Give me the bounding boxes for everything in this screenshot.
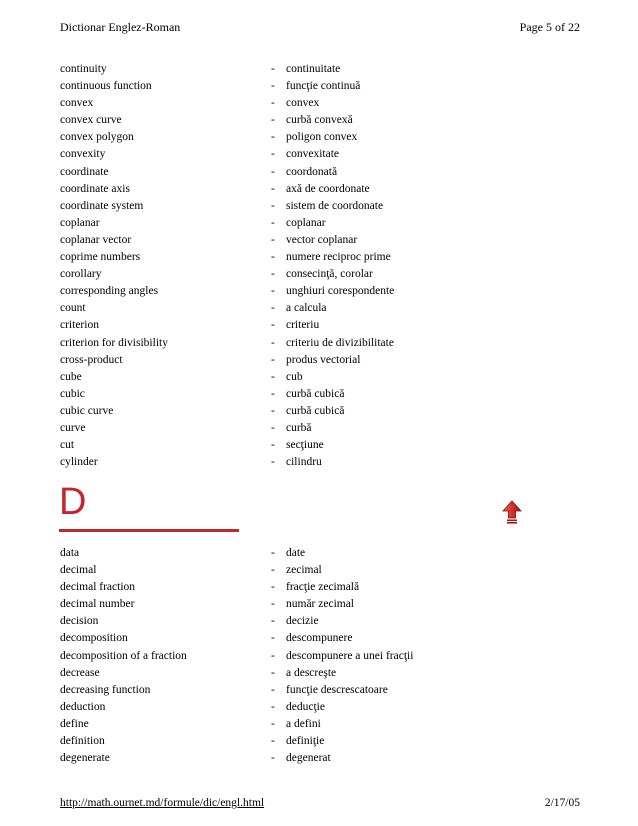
english-term: cubic — [60, 387, 85, 400]
separator-dash: - — [271, 370, 275, 383]
english-term: decrease — [60, 666, 100, 679]
separator-dash: - — [271, 581, 275, 594]
dictionary-entry — [60, 249, 580, 266]
separator-dash: - — [271, 439, 275, 452]
romanian-term: convexitate — [286, 148, 340, 161]
separator-dash: - — [271, 456, 275, 469]
romanian-term: coordonată — [286, 165, 338, 178]
romanian-term: funcţie descrescatoare — [286, 683, 388, 696]
romanian-term: convex — [286, 97, 320, 110]
separator-dash: - — [271, 615, 275, 628]
document-title: Dictionar Englez-Roman — [60, 20, 181, 34]
dictionary-entry — [60, 437, 580, 454]
dictionary-entry — [60, 579, 580, 596]
dictionary-entry — [60, 198, 580, 215]
separator-dash: - — [271, 131, 275, 144]
dictionary-entry — [60, 750, 580, 767]
english-term: definition — [60, 735, 105, 748]
romanian-term: fracţie zecimală — [286, 581, 360, 594]
dictionary-entry — [60, 454, 580, 471]
dictionary-entry — [60, 232, 580, 249]
english-term: continuous function — [60, 80, 152, 93]
dictionary-entry — [60, 682, 580, 699]
romanian-term: deducţie — [286, 700, 325, 713]
romanian-term: coplanar — [286, 216, 326, 229]
romanian-term: poligon convex — [286, 131, 358, 144]
romanian-term: curbă cubică — [286, 404, 345, 417]
dictionary-entry — [60, 352, 580, 369]
english-term: coprime numbers — [60, 251, 141, 264]
separator-dash: - — [271, 735, 275, 748]
separator-dash: - — [271, 717, 275, 730]
romanian-term: a calcula — [286, 302, 327, 315]
section-divider — [59, 529, 239, 532]
separator-dash: - — [271, 63, 275, 75]
english-term: data — [60, 547, 80, 559]
dictionary-entry — [60, 613, 580, 630]
dictionary-entry — [60, 215, 580, 232]
separator-dash: - — [271, 148, 275, 161]
separator-dash: - — [271, 216, 275, 229]
separator-dash: - — [271, 564, 275, 577]
english-term: convex curve — [60, 114, 122, 127]
romanian-term: axă de coordonate — [286, 182, 370, 195]
english-term: convex — [60, 97, 94, 110]
source-url-link[interactable]: http://math.ournet.md/formule/dic/engl.html — [60, 797, 265, 809]
english-term: coordinate axis — [60, 182, 130, 195]
english-term: criterion — [60, 319, 99, 332]
english-term: count — [60, 302, 86, 315]
english-term: corresponding angles — [60, 285, 159, 298]
separator-dash: - — [271, 752, 275, 765]
english-term: decomposition — [60, 632, 128, 645]
dictionary-entry — [60, 716, 580, 733]
romanian-term: degenerat — [286, 752, 331, 765]
english-term: curve — [60, 421, 86, 434]
english-term: criterion for divisibility — [60, 336, 168, 349]
romanian-term: numere reciproc prime — [286, 251, 391, 264]
english-term: coplanar vector — [60, 233, 132, 246]
dictionary-entry — [60, 699, 580, 716]
english-term: cylinder — [60, 456, 98, 469]
section-letter-d: D — [59, 481, 87, 523]
romanian-term: secţiune — [286, 439, 324, 452]
separator-dash: - — [271, 302, 275, 315]
romanian-term: a descreşte — [286, 666, 337, 679]
english-term: degenerate — [60, 752, 110, 765]
entries-list-c — [60, 61, 580, 471]
english-term: coplanar — [60, 216, 100, 229]
separator-dash: - — [271, 97, 275, 110]
dictionary-entry — [60, 403, 580, 420]
english-term: decimal fraction — [60, 581, 136, 594]
dictionary-entry — [60, 562, 580, 579]
back-to-top-arrow-icon[interactable] — [502, 500, 522, 524]
english-term: decomposition of a fraction — [60, 649, 187, 662]
romanian-term: continuitate — [286, 63, 341, 75]
romanian-term: consecinţă, corolar — [286, 268, 373, 281]
english-term: define — [60, 717, 89, 730]
english-term: decimal — [60, 564, 97, 577]
dictionary-entry — [60, 95, 580, 112]
separator-dash: - — [271, 598, 275, 611]
dictionary-entry — [60, 369, 580, 386]
dictionary-entry — [60, 545, 580, 562]
english-term: coordinate — [60, 165, 109, 178]
english-term: convex polygon — [60, 131, 134, 144]
dictionary-entry — [60, 164, 580, 181]
page-number: Page 5 of 22 — [519, 20, 580, 34]
dictionary-entry — [60, 266, 580, 283]
dictionary-entry — [60, 112, 580, 129]
dictionary-entry — [60, 733, 580, 750]
romanian-term: vector coplanar — [286, 233, 358, 246]
separator-dash: - — [271, 165, 275, 178]
dictionary-entry — [60, 420, 580, 437]
separator-dash: - — [271, 666, 275, 679]
page-header — [60, 18, 580, 36]
dictionary-entry — [60, 386, 580, 403]
separator-dash: - — [271, 268, 275, 281]
separator-dash: - — [271, 114, 275, 127]
romanian-term: cilindru — [286, 456, 322, 469]
romanian-term: zecimal — [286, 564, 322, 577]
romanian-term: produs vectorial — [286, 353, 361, 366]
dictionary-entry — [60, 317, 580, 334]
english-term: deduction — [60, 700, 106, 713]
dictionary-entry — [60, 181, 580, 198]
separator-dash: - — [271, 233, 275, 246]
english-term: cubic curve — [60, 404, 114, 417]
english-term: convexity — [60, 148, 106, 161]
english-term: coordinate system — [60, 199, 144, 212]
dictionary-entry — [60, 129, 580, 146]
romanian-term: funcţie continuă — [286, 80, 361, 93]
romanian-term: curbă convexă — [286, 114, 353, 127]
romanian-term: curbă cubică — [286, 387, 345, 400]
dictionary-entry — [60, 78, 580, 95]
page-footer — [60, 795, 580, 811]
romanian-term: curbă — [286, 421, 312, 434]
romanian-term: date — [286, 547, 306, 559]
separator-dash: - — [271, 387, 275, 400]
dictionary-entry — [60, 596, 580, 613]
dictionary-entry — [60, 665, 580, 682]
english-term: decreasing function — [60, 683, 151, 696]
english-term: cube — [60, 370, 82, 383]
romanian-term: decizie — [286, 615, 319, 628]
romanian-term: descompunere — [286, 632, 353, 645]
print-date: 2/17/05 — [544, 797, 580, 809]
romanian-term: criteriu de divizibilitate — [286, 336, 394, 349]
separator-dash: - — [271, 251, 275, 264]
separator-dash: - — [271, 80, 275, 93]
separator-dash: - — [271, 683, 275, 696]
romanian-term: unghiuri corespondente — [286, 285, 395, 298]
separator-dash: - — [271, 421, 275, 434]
dictionary-entry — [60, 335, 580, 352]
separator-dash: - — [271, 632, 275, 645]
separator-dash: - — [271, 336, 275, 349]
entries-list-d — [60, 545, 580, 767]
dictionary-entry — [60, 630, 580, 647]
romanian-term: a defini — [286, 717, 321, 730]
english-term: decision — [60, 615, 99, 628]
separator-dash: - — [271, 700, 275, 713]
separator-dash: - — [271, 285, 275, 298]
english-term: decimal number — [60, 598, 135, 611]
english-term: corollary — [60, 268, 102, 281]
english-term: cross-product — [60, 353, 123, 366]
dictionary-entry — [60, 648, 580, 665]
romanian-term: număr zecimal — [286, 598, 355, 611]
dictionary-entry — [60, 61, 580, 78]
romanian-term: descompunere a unei fracţii — [286, 649, 414, 662]
english-term: continuity — [60, 63, 107, 75]
dictionary-entry — [60, 146, 580, 163]
dictionary-entry — [60, 283, 580, 300]
dictionary-entry — [60, 300, 580, 317]
separator-dash: - — [271, 319, 275, 332]
separator-dash: - — [271, 404, 275, 417]
english-term: cut — [60, 439, 75, 452]
separator-dash: - — [271, 649, 275, 662]
romanian-term: cub — [286, 370, 303, 383]
separator-dash: - — [271, 182, 275, 195]
romanian-term: sistem de coordonate — [286, 199, 384, 212]
separator-dash: - — [271, 547, 275, 559]
romanian-term: criteriu — [286, 319, 320, 332]
separator-dash: - — [271, 353, 275, 366]
separator-dash: - — [271, 199, 275, 212]
romanian-term: definiţie — [286, 735, 325, 748]
